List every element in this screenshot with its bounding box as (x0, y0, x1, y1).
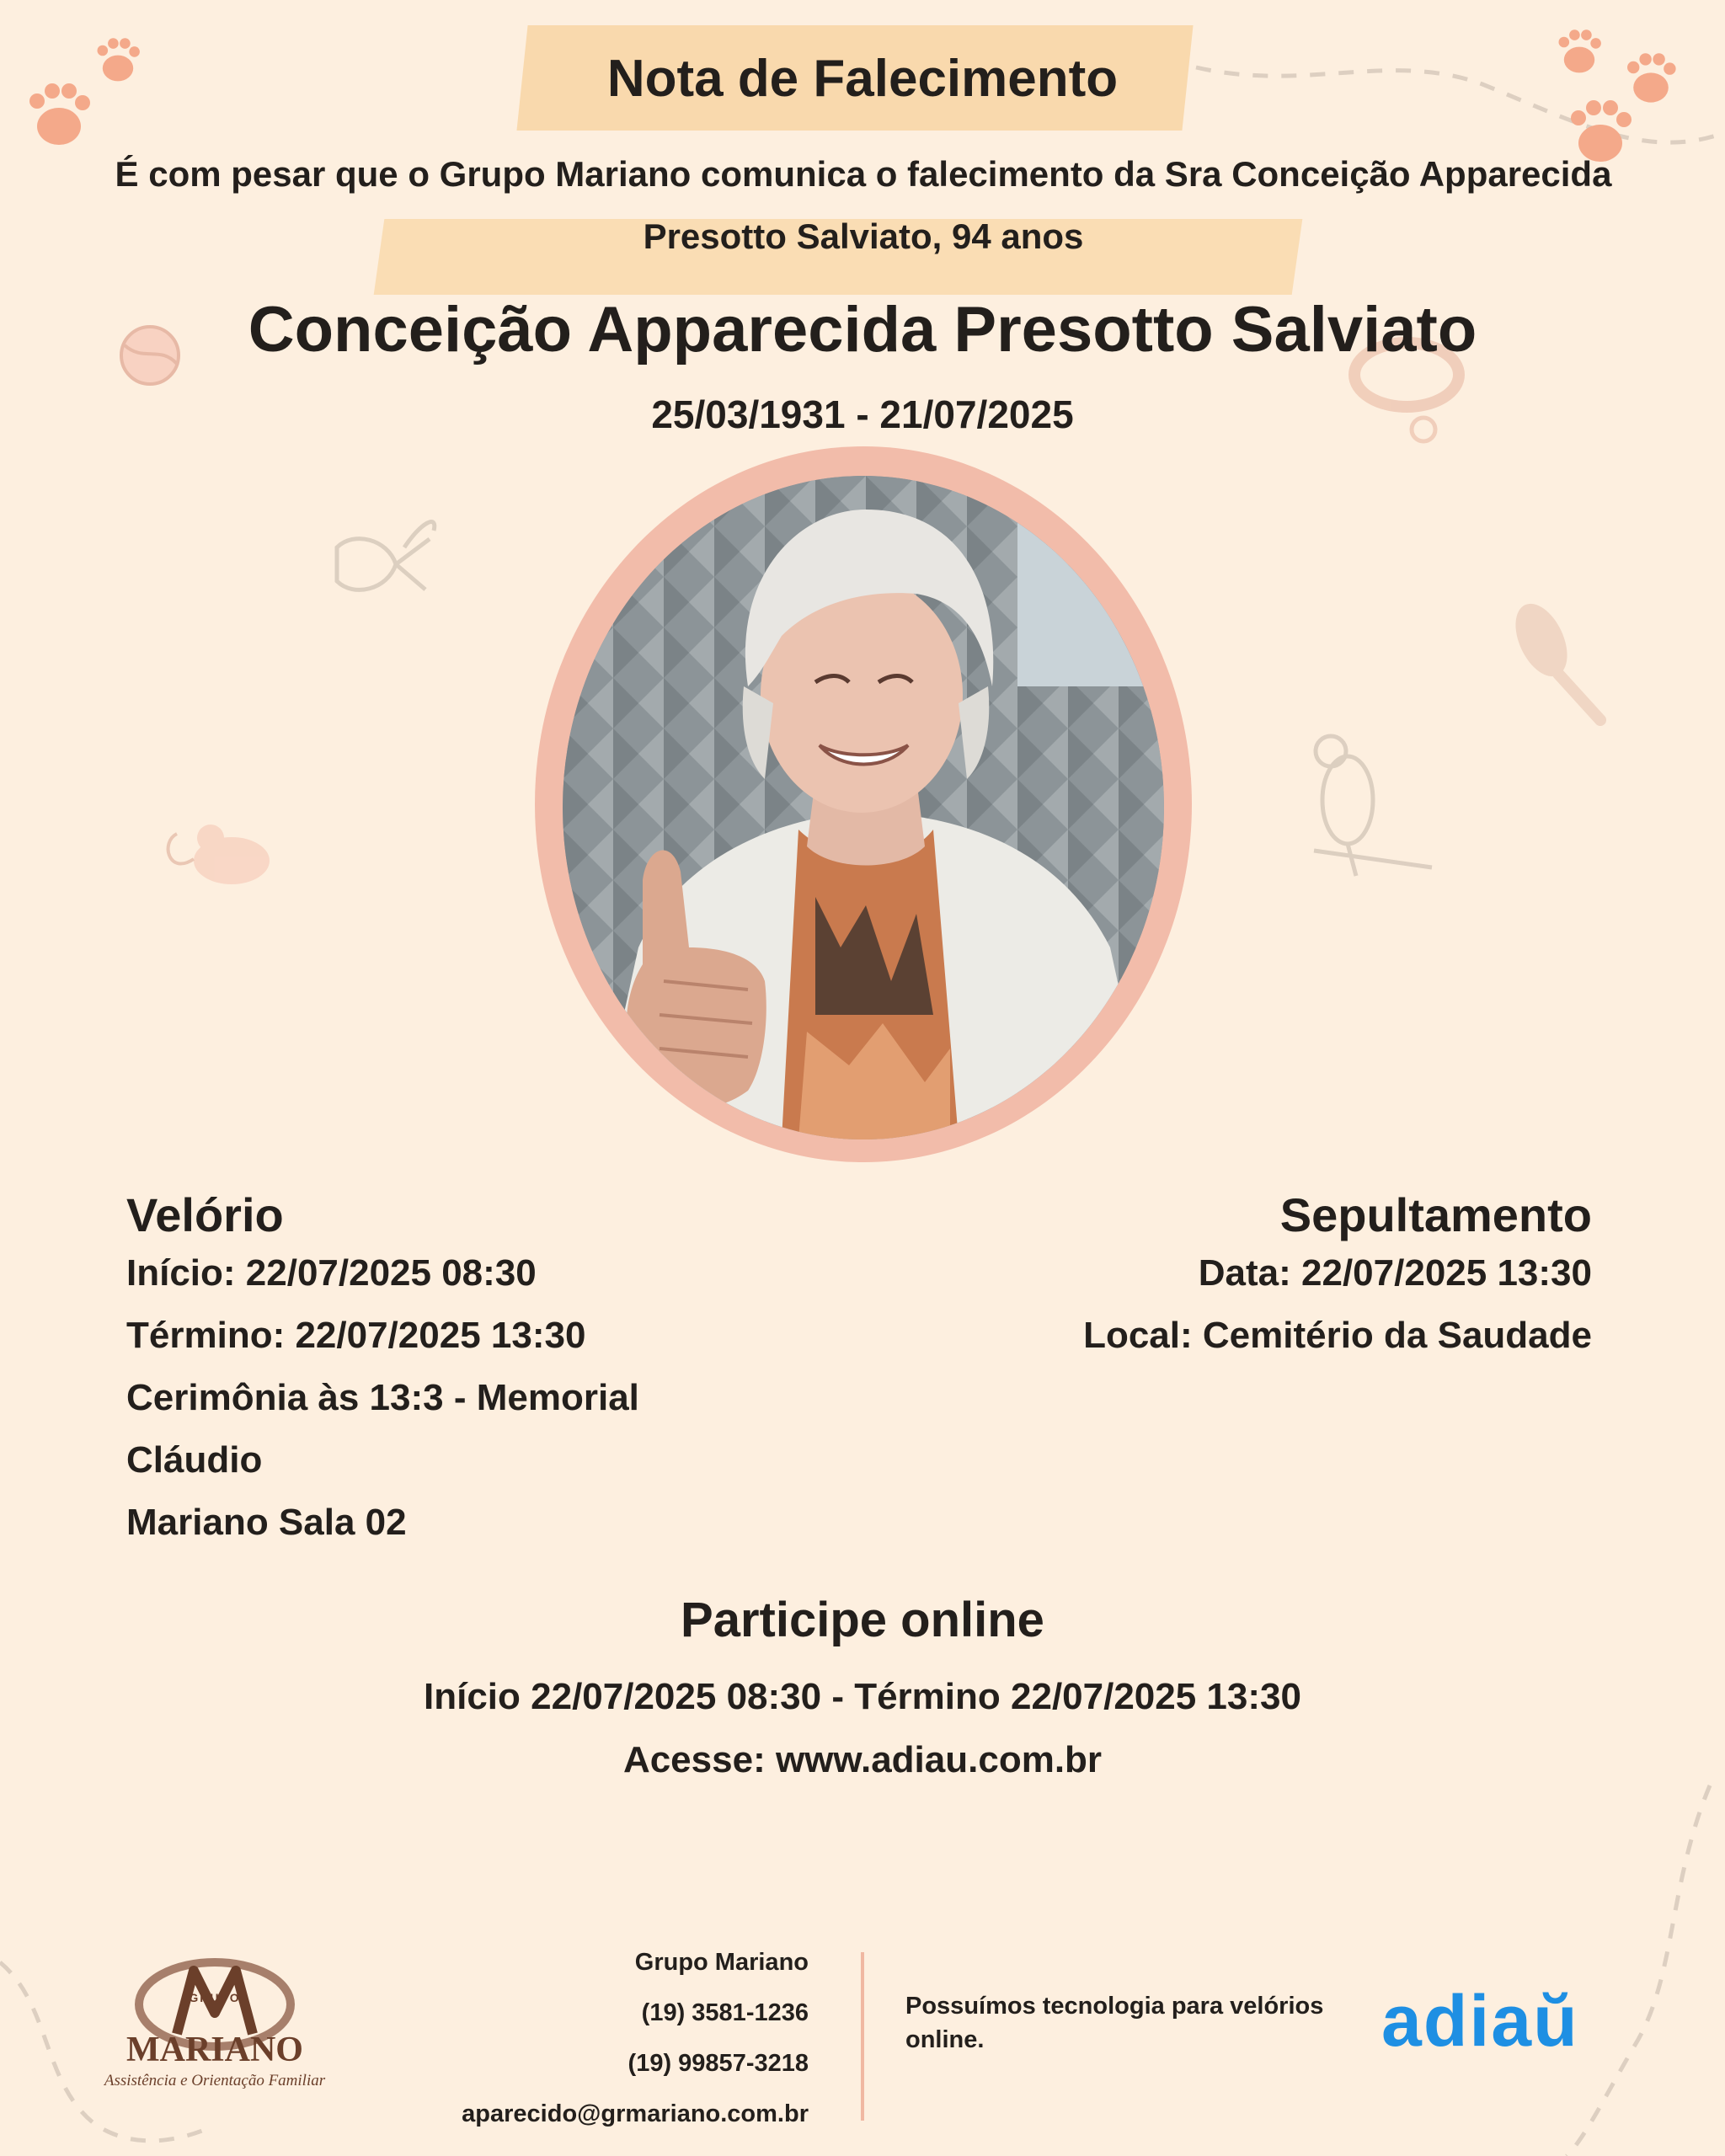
velorio-section (126, 1187, 766, 1554)
logo-small-text: GRUPO (189, 1991, 241, 2004)
sepultamento-section (1036, 1187, 1592, 1367)
online-heading: Participe online (681, 1593, 1044, 1647)
velorio-heading: Velório (126, 1188, 284, 1241)
portrait-illustration (563, 476, 1164, 1139)
sepultamento-location: Local: Cemitério da Saudade (1083, 1315, 1592, 1356)
life-dates: 25/03/1931 - 21/07/2025 (651, 392, 1074, 436)
velorio-start: Início: 22/07/2025 08:30 (126, 1252, 537, 1294)
contact-block (438, 1937, 809, 2139)
tech-text: Possuímos tecnologia para velórios online. (905, 1993, 1324, 2053)
dashed-path-bottom-right (1567, 1785, 1710, 2156)
portrait-photo (563, 476, 1164, 1139)
velorio-end: Término: 22/07/2025 13:30 (126, 1315, 586, 1356)
adiau-logo-text: adiaŭ (1381, 1981, 1579, 2062)
logo-main-text: MARIANO (126, 2031, 303, 2069)
logo-tagline: Assistência e Orientação Familiar (104, 2072, 326, 2089)
mouse-icon (168, 825, 270, 884)
footer-divider (861, 1952, 864, 2121)
notice-text: É com pesar que o Grupo Mariano comunica o falecimento da Sra Conceição Apparecida Presotto Salviato, 94 anos (115, 154, 1612, 256)
company-name: Grupo Mariano (634, 1949, 809, 1976)
grupo-mariano-logo (93, 1954, 337, 2089)
adiau-logo (1381, 1975, 1634, 2068)
email-link[interactable]: aparecido@grmariano.com.br (462, 2100, 809, 2127)
velorio-room: Mariano Sala 02 (126, 1502, 407, 1543)
notice-title: Nota de Falecimento (606, 50, 1119, 108)
deceased-name: Conceição Apparecida Presotto Salviato (248, 294, 1477, 366)
online-access-link[interactable]: Acesse: www.adiau.com.br (622, 1739, 1103, 1780)
sepultamento-date: Data: 22/07/2025 13:30 (1198, 1252, 1592, 1294)
phone-1[interactable]: (19) 3581-1236 (641, 1999, 809, 2026)
online-times: Início 22/07/2025 08:30 - Término 22/07/2025 13:30 (424, 1676, 1301, 1717)
fish-icon (337, 522, 435, 590)
bird-icon (1314, 736, 1432, 876)
velorio-ceremony: Cerimônia às 13:3 - Memorial Cláudio (126, 1377, 639, 1481)
phone-2[interactable]: (19) 99857-3218 (628, 2050, 809, 2077)
brush-icon (1505, 595, 1600, 720)
sepultamento-heading: Sepultamento (1279, 1188, 1592, 1241)
